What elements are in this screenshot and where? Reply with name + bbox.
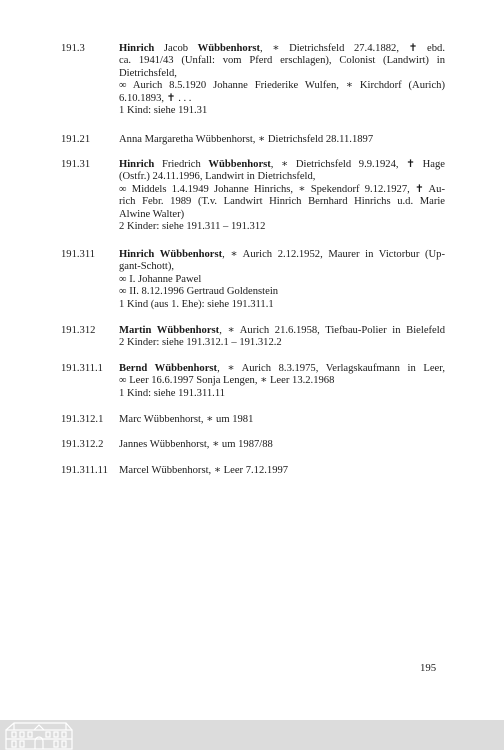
entry-line: ∞ Leer 16.6.1997 Sonja Lengen, ∗ Leer 13.2.1968 (119, 375, 335, 387)
entry-line: Jannes Wübbenhorst, ∗ um 1987/88 (119, 439, 273, 450)
entry-line: rich Febr. 1989 (T.v. Landwirt Hinrich Bernhard Hinrichs u.d. Marie (119, 196, 445, 208)
entry-id: 191.311.11 (61, 465, 108, 476)
entry-id: 191.31 (61, 159, 91, 170)
entry-body (119, 134, 445, 146)
person-given-name: Hinrich (119, 43, 155, 54)
entry-line (119, 325, 445, 337)
entry-line: ∞ Aurich 8.5.1920 Johanne Friederike Wulfen, ∗ Kirchdorf (Aurich) (119, 80, 445, 92)
entry-text: , ∗ Aurich 8.3.1975, Verlagskaufmann in Leer, (217, 363, 445, 374)
person-surname: Wübbenhorst (208, 159, 271, 170)
entry-line: Alwine Walter) (119, 208, 185, 220)
entry-body (119, 159, 445, 233)
entry-line: Anna Margaretha Wübbenhorst, ∗ Dietrichsfeld 28.11.1897 (119, 134, 374, 145)
entry-id: 191.312.2 (61, 439, 104, 450)
entry-line (119, 43, 445, 55)
entry-body (119, 249, 445, 311)
entry-text: , ∗ Aurich 21.6.1958, Tiefbau-Polier in Bielefeld (219, 325, 445, 336)
entry-line: Dietrichsfeld, (119, 67, 177, 79)
person-surname: Wübbenhorst (197, 43, 261, 54)
entry-line: ∞ I. Johanne Pawel (119, 273, 202, 285)
entry-body (119, 414, 445, 426)
entry-line: 1 Kind: siehe 191.31 (119, 105, 208, 117)
entry-line: 6.10.1893, ✝ . . . (119, 92, 192, 104)
library-building-logo-icon (4, 720, 76, 750)
entry-body (119, 325, 445, 350)
person-name: Hinrich Wübbenhorst (119, 249, 223, 260)
entry-line: Marc Wübbenhorst, ∗ um 1981 (119, 414, 254, 425)
entry-id: 191.3 (61, 43, 85, 54)
person-given-name: Hinrich (119, 159, 155, 170)
entry-text: , ∗ Aurich 2.12.1952, Maurer in Victorbur (Up- (222, 249, 445, 260)
entry-line (119, 159, 445, 171)
entry-line: ∞ Middels 1.4.1949 Johanne Hinrichs, ∗ Spekendorf 9.12.1927, ✝ Au- (119, 183, 445, 195)
entry-line: 1 Kind (aus 1. Ehe): siehe 191.311.1 (119, 298, 274, 310)
entry-id: 191.21 (61, 134, 91, 145)
entry-line: Marcel Wübbenhorst, ∗ Leer 7.12.1997 (119, 465, 289, 476)
person-middle-name: Friedrich (154, 159, 209, 170)
entry-line (119, 363, 445, 375)
entry-line: 2 Kinder: siehe 191.311 – 191.312 (119, 221, 266, 233)
entry-body (119, 43, 445, 117)
entry-body (119, 465, 445, 477)
entry-id: 191.312.1 (61, 414, 104, 425)
person-middle-name: Jacob (154, 43, 198, 54)
entry-line: (Ostfr.) 24.11.1996, Landwirt in Dietrichsfeld, (119, 171, 316, 183)
entry-text: , ∗ Dietrichsfeld 9.9.1924, ✝ Hage (270, 159, 445, 170)
entry-line: ca. 1941/43 (Unfall: vom Pferd erschlagen), Colonist (Landwirt) in (119, 55, 445, 67)
entry-line: 1 Kind: siehe 191.311.11 (119, 387, 226, 399)
entry-id: 191.312 (61, 325, 96, 336)
entry-body (119, 439, 445, 451)
entry-line: gant-Schott), (119, 261, 175, 273)
page-number: 195 (420, 662, 437, 674)
entry-line (119, 249, 445, 261)
entry-id: 191.311.1 (61, 363, 103, 374)
person-name: Bernd Wübbenhorst (119, 363, 218, 374)
entry-text: , ∗ Dietrichsfeld 27.4.1882, ✝ ebd. (260, 43, 445, 54)
entry-line: ∞ II. 8.12.1996 Gertraud Goldenstein (119, 286, 279, 298)
entry-id: 191.311 (61, 249, 96, 260)
entry-body (119, 363, 445, 400)
person-name: Martin Wübbenhorst (119, 325, 220, 336)
entry-line: 2 Kinder: siehe 191.312.1 – 191.312.2 (119, 337, 282, 349)
